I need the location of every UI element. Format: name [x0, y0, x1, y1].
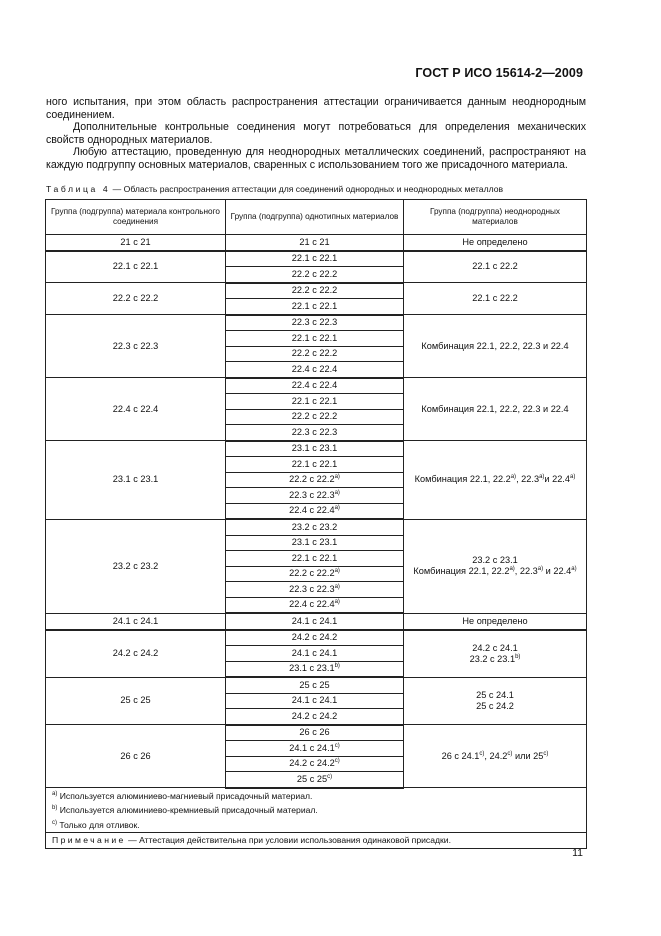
table-body [46, 235, 587, 788]
dissimilar-cell [404, 725, 587, 788]
dissimilar-text: 24.2 с 24.1 [472, 642, 518, 653]
similar-text: 21 с 21 [299, 236, 330, 247]
dissimilar-cell [404, 378, 587, 441]
similar-cell [226, 597, 404, 613]
footnote-mark: b) [334, 663, 340, 670]
similar-text: 25 с 25 [299, 679, 330, 690]
similar-text: 22.4 с 22.4 [289, 505, 335, 516]
dissimilar-line [407, 616, 583, 627]
group-cell: 21 с 21 [46, 235, 226, 251]
similar-text: 22.1 с 22.1 [291, 253, 338, 264]
footnotes-row [46, 788, 587, 849]
note-prefix: Примечание [52, 835, 126, 845]
footnote-mark: c) [334, 758, 340, 765]
similar-text: 25 с 25 [296, 773, 328, 784]
similar-cell [226, 756, 404, 772]
dissimilar-text: 26 с 24.1 [441, 750, 480, 761]
footnotes [46, 789, 586, 833]
table-caption-prefix: Таблица 4 [46, 184, 111, 194]
similar-cell [226, 378, 404, 394]
footnote-text: Используется алюминиево-кремниевый присадочный материал. [57, 805, 318, 815]
dissimilar-text: , 22.3 [516, 474, 540, 485]
group-cell: 23.1 с 23.1 [46, 441, 226, 520]
similar-cell [226, 315, 404, 331]
dissimilar-cell [404, 519, 587, 613]
similar-cell [226, 299, 404, 315]
footnote-mark: c) [52, 819, 57, 826]
similar-text: 23.1 с 23.1 [291, 537, 338, 548]
dissimilar-text: Комбинация 22.1, 22.2, 22.3 и 22.4 [421, 340, 569, 351]
paragraph: ного испытания, при этом область распространения аттестации ограничивается данным неоднородным соединением. [46, 96, 586, 121]
similar-text: 26 с 26 [299, 727, 330, 738]
table-caption-text: — Область распространения аттестации для соединений однородных и неоднородных металлов [110, 184, 504, 194]
similar-text: 24.2 с 24.2 [289, 758, 335, 769]
similar-text: 22.2 с 22.2 [291, 348, 338, 359]
similar-text: 24.1 с 24.1 [291, 695, 338, 706]
footnotes-cell [46, 788, 587, 849]
note-text: — Аттестация действительна при условии использования одинаковой присадки. [125, 835, 451, 845]
table-row [46, 441, 587, 457]
dissimilar-text: 22.1 с 22.2 [472, 261, 518, 272]
footnote-mark: a) [334, 474, 340, 481]
paragraph: Любую аттестацию, проведенную для неоднородных металлических соединений, распространяют на каждую подгруппу основных материалов, сваренных с использованием того же присадочного материала. [46, 146, 586, 171]
similar-text: 22.2 с 22.2 [289, 568, 335, 579]
similar-text: 22.2 с 22.2 [291, 411, 338, 422]
footnote-mark: a) [334, 599, 340, 606]
column-header: Группа (подгруппа) неоднородных материалов [404, 200, 587, 235]
dissimilar-line [407, 751, 583, 762]
table-row [46, 677, 587, 693]
similar-text: 22.2 с 22.2 [291, 268, 338, 279]
dissimilar-cell [404, 441, 587, 520]
dissimilar-line [407, 474, 583, 485]
footnote-mark: a) [539, 474, 545, 481]
group-cell: 24.1 с 24.1 [46, 613, 226, 630]
dissimilar-text: и 22.4 [543, 566, 572, 576]
table-row [46, 630, 587, 646]
similar-cell [226, 457, 404, 473]
table-caption [46, 184, 606, 194]
footnote-mark: a) [569, 474, 576, 481]
similar-text: 22.3 с 22.3 [289, 583, 335, 594]
similar-text: 22.1 с 22.1 [291, 300, 338, 311]
table-row [46, 613, 587, 630]
footnote-mark: a) [509, 566, 515, 572]
table-row [46, 519, 587, 535]
paragraph: Дополнительные контрольные соединения могут потребоваться для определения механических свойств однородных материалов. [46, 121, 586, 146]
similar-cell [226, 709, 404, 725]
dissimilar-text: и 22.4 [544, 474, 570, 485]
dissimilar-line [407, 261, 583, 272]
footnote-mark: c) [334, 742, 340, 749]
similar-cell [226, 630, 404, 646]
dissimilar-line [407, 701, 583, 712]
similar-cell [226, 472, 404, 488]
similar-cell [226, 741, 404, 757]
footnote-mark: a) [334, 583, 340, 590]
similar-text: 24.1 с 24.1 [291, 647, 338, 658]
footnote-mark: c) [479, 750, 485, 757]
similar-cell [226, 331, 404, 347]
dissimilar-line [407, 293, 583, 304]
footnote-mark: a) [52, 790, 58, 797]
dissimilar-line [407, 566, 583, 577]
dissimilar-cell [404, 677, 587, 725]
dissimilar-line [407, 555, 583, 566]
dissimilar-text: Комбинация 22.1, 22.2 [413, 566, 510, 576]
similar-cell [226, 362, 404, 378]
group-cell: 25 с 25 [46, 677, 226, 725]
footnote-mark: a) [334, 505, 340, 512]
dissimilar-cell [404, 630, 587, 678]
footnote-mark: b) [52, 805, 58, 811]
dissimilar-text: 22.1 с 22.2 [472, 293, 518, 303]
group-cell: 22.4 с 22.4 [46, 378, 226, 441]
similar-text: 22.4 с 22.4 [289, 599, 335, 610]
page-number: 11 [572, 847, 583, 859]
similar-text: 24.1 с 24.1 [291, 615, 338, 626]
footnote-mark: a) [334, 489, 340, 496]
similar-text: 22.4 с 22.4 [291, 380, 338, 391]
dissimilar-text: 25 с 24.1 [476, 689, 514, 700]
column-header: Группа (подгруппа) материала контрольного соединения [46, 200, 226, 235]
footnote-mark: a) [510, 474, 517, 481]
similar-text: 22.4 с 22.4 [291, 363, 338, 374]
similar-cell [226, 646, 404, 662]
similar-cell [226, 519, 404, 535]
footnote-mark: c) [507, 750, 513, 757]
table-row [46, 235, 587, 251]
similar-text: 24.2 с 24.2 [291, 632, 338, 643]
column-header: Группа (подгруппа) однотипных материалов [226, 200, 404, 235]
similar-cell [226, 503, 404, 519]
dissimilar-cell [404, 613, 587, 630]
dissimilar-text: Не определено [462, 615, 528, 626]
footnote [46, 789, 586, 804]
dissimilar-text: или 25 [512, 750, 544, 761]
similar-cell [226, 425, 404, 441]
similar-cell [226, 346, 404, 362]
footnote-mark: b) [515, 653, 521, 660]
similar-text: 22.1 с 22.1 [291, 395, 338, 406]
table-header-row [46, 200, 587, 235]
similar-cell [226, 235, 404, 251]
dissimilar-text: 23.2 с 23.1 [472, 555, 518, 565]
similar-cell [226, 251, 404, 267]
similar-cell [226, 566, 404, 582]
similar-cell [226, 551, 404, 567]
similar-cell [226, 535, 404, 551]
document-header: ГОСТ Р ИСО 15614-2—2009 [415, 66, 583, 80]
similar-text: 22.3 с 22.3 [291, 317, 338, 328]
table-row [46, 283, 587, 299]
similar-text: 22.1 с 22.1 [291, 552, 338, 563]
dissimilar-line [407, 654, 583, 665]
footnote-text: Только для отливок. [57, 819, 140, 830]
group-cell: 26 с 26 [46, 725, 226, 788]
similar-text: 24.2 с 24.2 [291, 710, 338, 721]
dissimilar-text: , 22.3 [514, 566, 538, 576]
similar-cell [226, 725, 404, 741]
dissimilar-text: Комбинация 22.1, 22.2 [414, 474, 511, 485]
similar-text: 22.2 с 22.2 [291, 285, 338, 296]
dissimilar-cell [404, 235, 587, 251]
group-cell: 22.2 с 22.2 [46, 283, 226, 315]
dissimilar-line [407, 690, 583, 701]
similar-text: 22.3 с 22.3 [291, 426, 338, 437]
footnote [46, 803, 586, 818]
footnote-mark: a) [571, 566, 577, 572]
group-cell: 22.3 с 22.3 [46, 315, 226, 378]
dissimilar-text: Комбинация 22.1, 22.2, 22.3 и 22.4 [421, 403, 569, 414]
table-note [46, 832, 586, 848]
dissimilar-line [407, 643, 583, 654]
dissimilar-line [407, 341, 583, 352]
table-row [46, 315, 587, 331]
dissimilar-line [407, 404, 583, 415]
similar-cell [226, 409, 404, 425]
dissimilar-line [407, 237, 583, 248]
similar-cell [226, 488, 404, 504]
similar-cell [226, 267, 404, 283]
similar-text: 22.2 с 22.2 [289, 474, 335, 485]
table-row [46, 725, 587, 741]
similar-text: 23.1 с 23.1 [289, 663, 335, 674]
similar-cell [226, 613, 404, 630]
scope-table [45, 199, 587, 849]
dissimilar-text: 23.2 с 23.1 [469, 653, 516, 664]
group-cell: 23.2 с 23.2 [46, 519, 226, 613]
footnote-mark: a) [334, 568, 340, 575]
footnote-mark: c) [543, 750, 549, 757]
dissimilar-cell [404, 251, 587, 283]
footnote-mark: c) [327, 773, 333, 780]
similar-cell [226, 661, 404, 677]
table-row [46, 251, 587, 267]
dissimilar-cell [404, 283, 587, 315]
dissimilar-text: Не определено [462, 236, 528, 247]
similar-cell [226, 677, 404, 693]
similar-text: 23.1 с 23.1 [291, 443, 338, 454]
similar-cell [226, 283, 404, 299]
dissimilar-text: , 24.2 [484, 750, 508, 761]
similar-text: 22.1 с 22.1 [291, 332, 338, 343]
similar-text: 23.2 с 23.2 [291, 521, 338, 532]
body-text [46, 96, 586, 172]
dissimilar-cell [404, 315, 587, 378]
similar-text: 24.1 с 24.1 [289, 742, 335, 753]
group-cell: 24.2 с 24.2 [46, 630, 226, 678]
similar-text: 22.1 с 22.1 [291, 458, 338, 469]
similar-cell [226, 693, 404, 709]
group-cell: 22.1 с 22.1 [46, 251, 226, 283]
footnote-text: Используется алюминиево-магниевый присадочный материал. [57, 790, 313, 801]
similar-cell [226, 582, 404, 598]
footnote-mark: a) [537, 566, 544, 572]
footnote [46, 818, 586, 833]
similar-cell [226, 394, 404, 410]
similar-cell [226, 772, 404, 788]
similar-text: 22.3 с 22.3 [289, 489, 335, 500]
similar-cell [226, 441, 404, 457]
table-row [46, 378, 587, 394]
dissimilar-text: 25 с 24.2 [476, 700, 514, 711]
